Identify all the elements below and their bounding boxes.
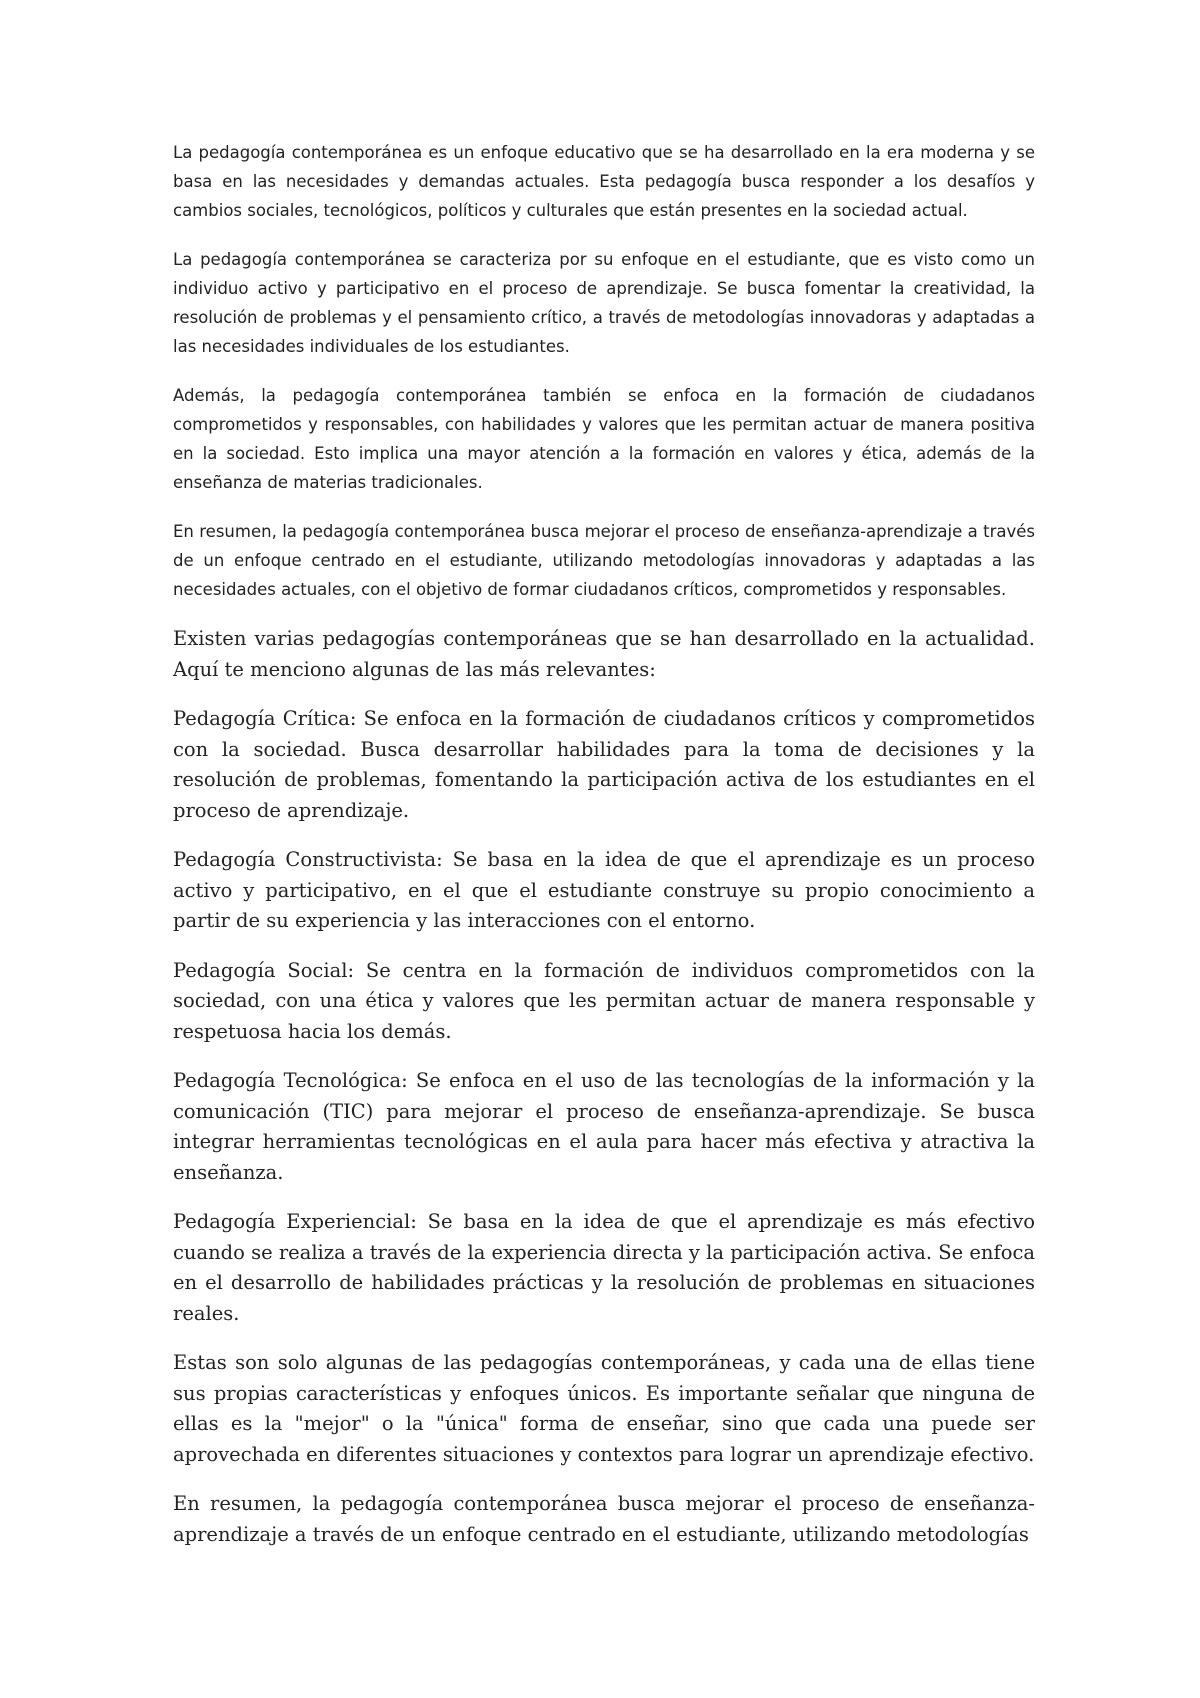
final-summary-paragraph: En resumen, la pedagogía contemporánea busca mejorar el proceso de enseñanza-aprendizaje a través de un enfoque centrado en el estudiante, utilizando metodologías (173, 1492, 1035, 1546)
intro-paragraph-2: La pedagogía contemporánea se caracteriza por su enfoque en el estudiante, que es visto como un individuo activo y participativo en el proceso de aprendizaje. Se busca fomentar la creatividad, la resolución de problemas y el pensamiento crítico, a través de metodologías innovadoras y adaptadas a las necesidades individuales de los estudiantes. (173, 250, 1035, 356)
intro-paragraph-4: En resumen, la pedagogía contemporánea busca mejorar el proceso de enseñanza-aprendizaje a través de un enfoque centrado en el estudiante, utilizando metodologías innovadoras y adaptadas a las necesidades actuales, con el objetivo de formar ciudadanos críticos, comprometidos y responsables. (173, 522, 1035, 599)
closing-paragraph: Estas son solo algunas de las pedagogías contemporáneas, y cada una de ellas tiene sus propias características y enfoques únicos. Es importante señalar que ninguna de ellas es la "mejor" o la "única" forma de enseñar, sino que cada una puede ser aprovechada en diferentes situaciones y contextos para lograr un aprendizaje efectivo. (173, 1351, 1035, 1466)
pedagogia-critica-paragraph: Pedagogía Crítica: Se enfoca en la formación de ciudadanos críticos y comprometidos con la sociedad. Busca desarrollar habilidades para la toma de decisiones y la resolución de problemas, fomentando la participación activa de los estudiantes en el proceso de aprendizaje. (173, 707, 1035, 822)
pedagogia-experiencial-paragraph: Pedagogía Experiencial: Se basa en la idea de que el aprendizaje es más efectivo cuando se realiza a través de la experiencia directa y la participación activa. Se enfoca en el desarrollo de habilidades prácticas y la resolución de problemas en situaciones reales. (173, 1210, 1035, 1325)
pedagogies-intro-paragraph: Existen varias pedagogías contemporáneas que se han desarrollado en la actualidad. Aquí te menciono algunas de las más relevantes: (173, 627, 1035, 681)
intro-paragraph-1: La pedagogía contemporánea es un enfoque educativo que se ha desarrollado en la era moderna y se basa en las necesidades y demandas actuales. Esta pedagogía busca responder a los desafíos y cambios sociales, tecnológicos, políticos y culturales que están presentes en la sociedad actual. (173, 143, 1035, 220)
intro-paragraph-3: Además, la pedagogía contemporánea también se enfoca en la formación de ciudadanos comprometidos y responsables, con habilidades y valores que les permitan actuar de manera positiva en la sociedad. Esto implica una mayor atención a la formación en valores y ética, además de la enseñanza de materias tradicionales. (173, 386, 1035, 492)
pedagogia-constructivista-paragraph: Pedagogía Constructivista: Se basa en la idea de que el aprendizaje es un proceso activo y participativo, en el que el estudiante construye su propio conocimiento a partir de su experiencia y las interacciones con el entorno. (173, 848, 1035, 932)
document-body (173, 138, 1035, 1569)
pedagogia-social-paragraph: Pedagogía Social: Se centra en la formación de individuos comprometidos con la sociedad, con una ética y valores que les permitan actuar de manera responsable y respetuosa hacia los demás. (173, 958, 1035, 1043)
pedagogia-tecnologica-paragraph: Pedagogía Tecnológica: Se enfoca en el uso de las tecnologías de la información y la comunicación (TIC) para mejorar el proceso de enseñanza-aprendizaje. Se busca integrar herramientas tecnológicas en el aula para hacer más efectiva y atractiva la enseñanza. (173, 1069, 1035, 1184)
